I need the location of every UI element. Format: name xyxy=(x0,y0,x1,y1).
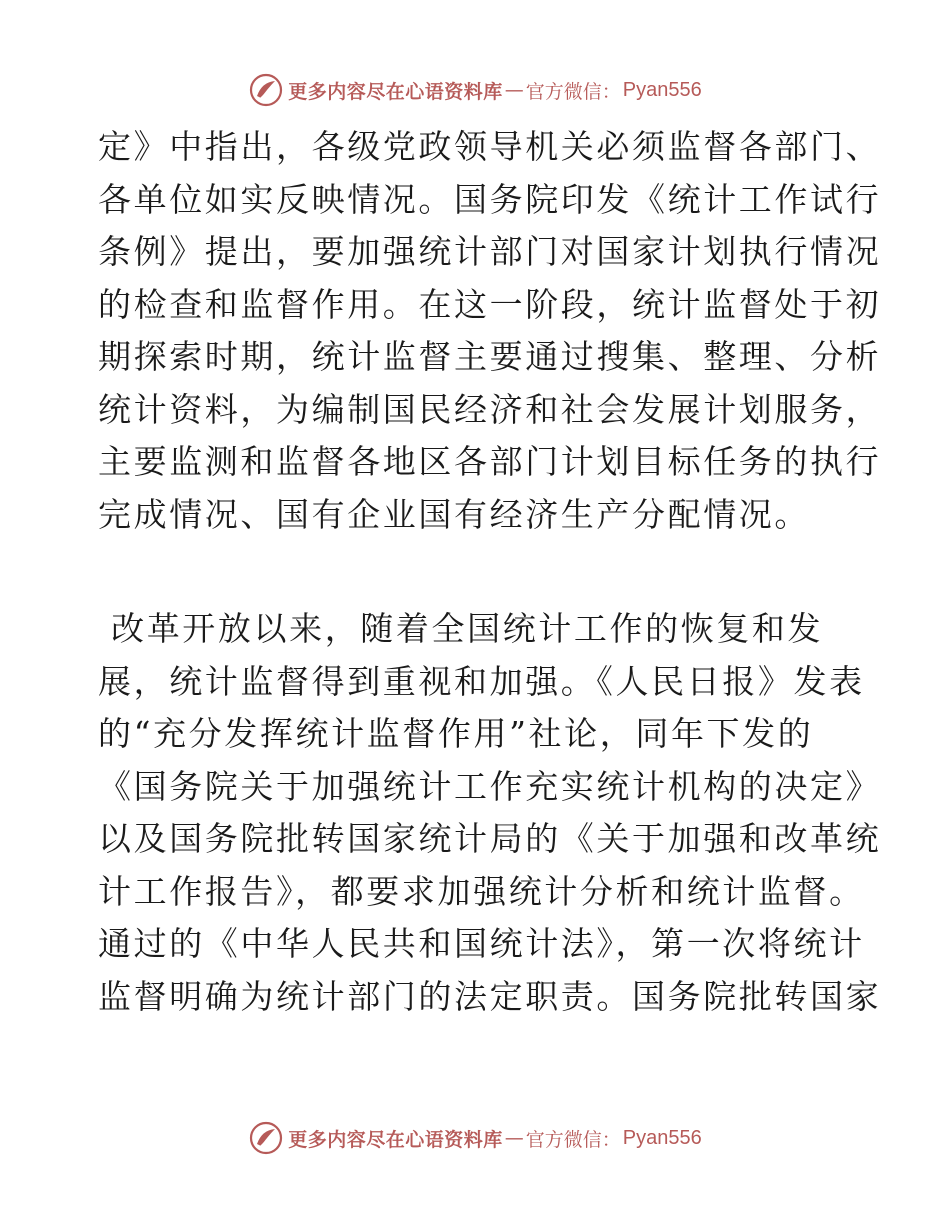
text-line: 统计资料，为编制国民经济和社会发展计划服务， xyxy=(98,389,882,429)
text-line: 通过的《中华人民共和国统计法》，第一次将统计 xyxy=(98,924,865,963)
header-banner xyxy=(0,70,950,110)
text-line: 的“充分发挥统计监督作用”社论，同年下发的 xyxy=(98,714,814,753)
text-line: 定》中指出，各级党政领导机关必须监督各部门、 xyxy=(98,127,882,166)
text-line: 条例》提出，要加强统计部门对国家计划执行情况 xyxy=(98,232,882,271)
text-line: 监督明确为统计部门的法定职责。国务院批转国家 xyxy=(98,976,882,1016)
banner-separator: — xyxy=(504,79,524,101)
text-line: 主要监测和监督各地区各部门计划目标任务的执行 xyxy=(98,442,882,481)
banner-title: 更多内容尽在心语资料库 xyxy=(288,1128,503,1151)
brand-logo-icon xyxy=(248,72,284,108)
banner-contact-id: Pyan556 xyxy=(622,1126,702,1149)
text-line: 以及国务院批转国家统计局的《关于加强和改革统 xyxy=(98,819,882,858)
text-line: 《国务院关于加强统计工作充实统计机构的决定》 xyxy=(98,766,882,806)
brand-logo-icon xyxy=(248,1120,284,1156)
banner-contact-id: Pyan556 xyxy=(622,78,702,101)
paragraph-1 xyxy=(98,121,882,541)
text-line: 完成情况、国有企业国有经济生产分配情况。 xyxy=(98,494,810,534)
text-line: 改革开放以来，随着全国统计工作的恢复和发 xyxy=(98,609,824,648)
text-line: 各单位如实反映情况。国务院印发《统计工作试行 xyxy=(98,179,882,219)
text-line: 展，统计监督得到重视和加强。《人民日报》发表 xyxy=(98,661,865,701)
text-line: 期探索时期，统计监督主要通过搜集、整理、分析 xyxy=(98,337,882,376)
banner-contact-label: 官方微信： xyxy=(525,1128,621,1151)
banner-contact-label: 官方微信： xyxy=(525,80,621,103)
text-line: 计工作报告》，都要求加强统计分析和统计监督。 xyxy=(98,871,865,911)
banner-title: 更多内容尽在心语资料库 xyxy=(288,80,503,103)
paragraph-2 xyxy=(98,603,882,1023)
banner-separator: — xyxy=(504,1127,524,1149)
footer-banner xyxy=(0,1118,950,1158)
text-line: 的检查和监督作用。在这一阶段，统计监督处于初 xyxy=(98,284,882,324)
